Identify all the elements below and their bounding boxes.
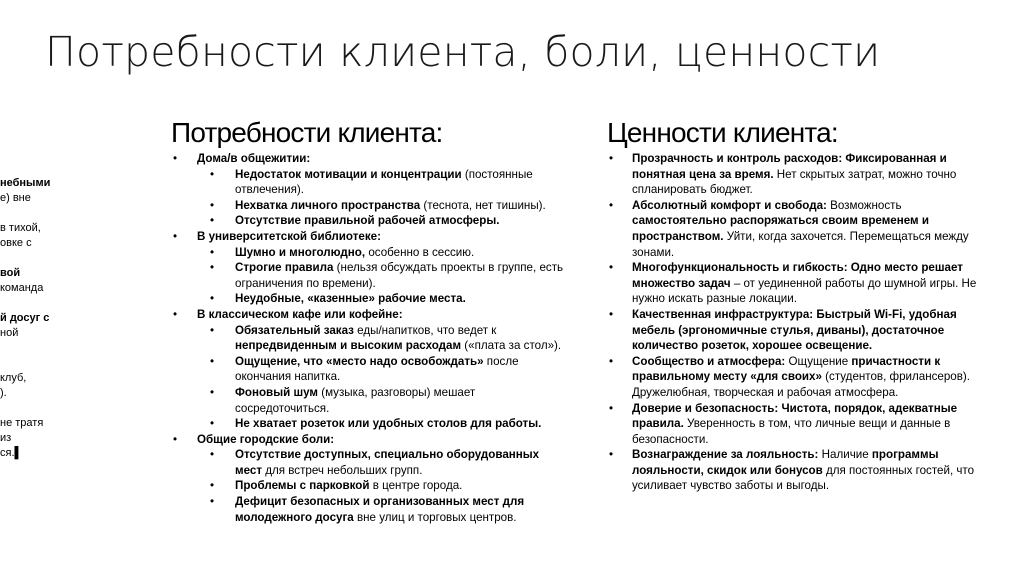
item-text: Наличие: [818, 448, 872, 462]
needs-sublist: [197, 323, 566, 432]
item-text: после окончания напитка.: [235, 354, 519, 384]
item-text: – от уединенной работы до шумной игры. Не нужно искать разные локации.: [632, 276, 977, 306]
needs-group-label: Общие городские боли:: [197, 432, 335, 446]
item-text: (студентов, фрилансеров). Дружелюбная, творческая и рабочая атмосфера.: [632, 370, 970, 399]
item-bold: Качественная инфраструктура: Быстрый Wi-Fi, удобная мебель (эргономичные стулья, диваны), достаточное количество розеток, хорошее освещение.: [632, 307, 957, 353]
list-item: [607, 307, 987, 354]
needs-group-label: Дома/в общежитии:: [197, 152, 311, 165]
fragment-line: ).: [0, 387, 7, 399]
fragment-line: клуб,: [0, 372, 27, 384]
fragment-line: й досуг с: [0, 312, 50, 324]
item-text: (музыка, разговоры) мешает сосредоточиться.: [235, 385, 476, 415]
fragment-line: [0, 341, 58, 356]
item-bold: Нехватка личного пространства: [235, 198, 421, 212]
item-bold: Многофункциональность и гибкость: Одно место решает множество задач: [632, 261, 963, 290]
item-text: Нет скрытых затрат, можно точно спланировать бюджет.: [632, 167, 957, 197]
list-item: [197, 385, 566, 416]
needs-sublist: [197, 245, 566, 307]
item-bold: Недостаток мотивации и концентрации: [235, 167, 462, 181]
item-bold: Сообщество и атмосфера:: [632, 354, 786, 368]
item-bold: Прозрачность и контроль расходов: Фиксированная и понятная цена за время.: [632, 152, 947, 181]
item-bold: причастности к правильному месту «для своих»: [632, 354, 941, 384]
list-item: [607, 260, 987, 307]
fragment-line: [0, 356, 58, 371]
needs-group: [171, 151, 566, 229]
needs-column: [171, 116, 566, 525]
item-bold: Шумно и многолюдно,: [235, 245, 366, 259]
needs-group: [171, 307, 566, 432]
fragment-line: [0, 296, 58, 311]
list-item: [607, 447, 987, 494]
list-item: [197, 260, 566, 291]
item-bold: Вознаграждение за лояльность:: [632, 448, 819, 462]
item-text: особенно в сессию.: [365, 245, 475, 259]
fragment-line: ся.▌: [0, 447, 23, 459]
item-bold: непредвиденным и высоким расходам: [235, 339, 462, 353]
needs-sublist: [197, 447, 566, 525]
list-item: [607, 198, 987, 260]
fragment-line: небными: [0, 177, 51, 189]
list-item: [197, 323, 566, 354]
list-item: [197, 291, 566, 307]
item-bold: программы лояльности, скидок или бонусов: [632, 448, 939, 477]
fragment-line: овке с: [0, 237, 32, 249]
item-text: (постоянные отвлечения).: [235, 167, 533, 197]
list-item: [197, 213, 566, 229]
item-bold: Отсутствие доступных, специально оборудованных мест: [235, 448, 540, 477]
list-item: [197, 198, 566, 214]
item-text: Уверенность в том, что личные вещи и данные в безопасности.: [632, 417, 951, 446]
needs-heading: Потребности клиента:: [171, 117, 443, 148]
fragment-line: вой: [0, 267, 21, 279]
values-column: [607, 116, 987, 494]
fragment-line: из: [0, 432, 12, 444]
needs-group-label: В классическом кафе или кофейне:: [197, 307, 403, 321]
item-bold: Обязательный заказ: [235, 323, 354, 337]
list-item: [197, 245, 566, 261]
values-list: [607, 151, 987, 494]
item-text: (теснота, нет тишины).: [420, 198, 546, 212]
fragment-line: [0, 206, 58, 221]
values-heading: Ценности клиента:: [607, 117, 838, 148]
item-text: для встреч небольших групп.: [262, 463, 423, 477]
item-text: в центре города.: [369, 479, 463, 493]
fragment-line: не тратя: [0, 417, 44, 429]
item-text: («плата за стол»).: [461, 339, 562, 353]
needs-group: [171, 432, 566, 526]
item-bold: Дефицит безопасных и организованных мест для молодежного досуга: [235, 495, 525, 524]
item-bold: Ощущение, что «место надо освобождать»: [235, 354, 484, 368]
list-item: [197, 478, 566, 494]
list-item: [197, 167, 566, 198]
item-text: еды/напитков, что ведет к: [353, 323, 497, 337]
list-item: [607, 401, 987, 448]
item-text: (нельзя обсуждать проекты в группе, есть ограничения по времени).: [235, 261, 564, 290]
item-text: вне улиц и торговых центров.: [353, 510, 517, 524]
item-bold: Неудобные, «казенные» рабочие места.: [235, 292, 466, 306]
item-bold: Не хватает розеток или удобных столов для работы.: [235, 417, 542, 431]
item-bold: Доверие и безопасность: Чистота, порядок, адекватные правила.: [632, 401, 958, 431]
item-text: Уйти, когда захочется. Перемещаться между зонами.: [632, 229, 969, 259]
left-column-fragment: [0, 176, 58, 461]
item-text: для постоянных гостей, что усиливает чувство заботы и выгоды.: [632, 463, 975, 493]
needs-group: [171, 229, 566, 307]
list-item: [607, 151, 987, 198]
list-item: [607, 354, 987, 401]
fragment-line: е) вне: [0, 192, 31, 204]
needs-list: [171, 151, 566, 525]
needs-sublist: [197, 167, 566, 229]
list-item: [197, 354, 566, 385]
list-item: [197, 494, 566, 525]
item-bold: Проблемы с парковкой: [235, 479, 370, 493]
item-bold: Абсолютный комфорт и свобода:: [632, 198, 827, 212]
fragment-line: [0, 251, 58, 266]
item-bold: Фоновый шум: [235, 385, 318, 399]
item-bold: Строгие правила: [235, 261, 334, 275]
item-text: Ощущение: [785, 354, 852, 368]
item-text: Возможность: [826, 198, 902, 212]
item-bold: Отсутствие правильной рабочей атмосферы.: [235, 214, 500, 228]
fragment-line: [0, 401, 58, 416]
fragment-line: в тихой,: [0, 222, 41, 234]
needs-group-label: В университетской библиотеке:: [197, 229, 381, 243]
list-item: [197, 447, 566, 478]
fragment-line: ной: [0, 327, 19, 339]
item-bold: самостоятельно распоряжаться своим временем и пространством.: [632, 214, 929, 243]
list-item: [197, 416, 566, 432]
slide-title: Потребности клиента, боли, ценности: [45, 28, 881, 76]
fragment-line: команда: [0, 282, 44, 294]
